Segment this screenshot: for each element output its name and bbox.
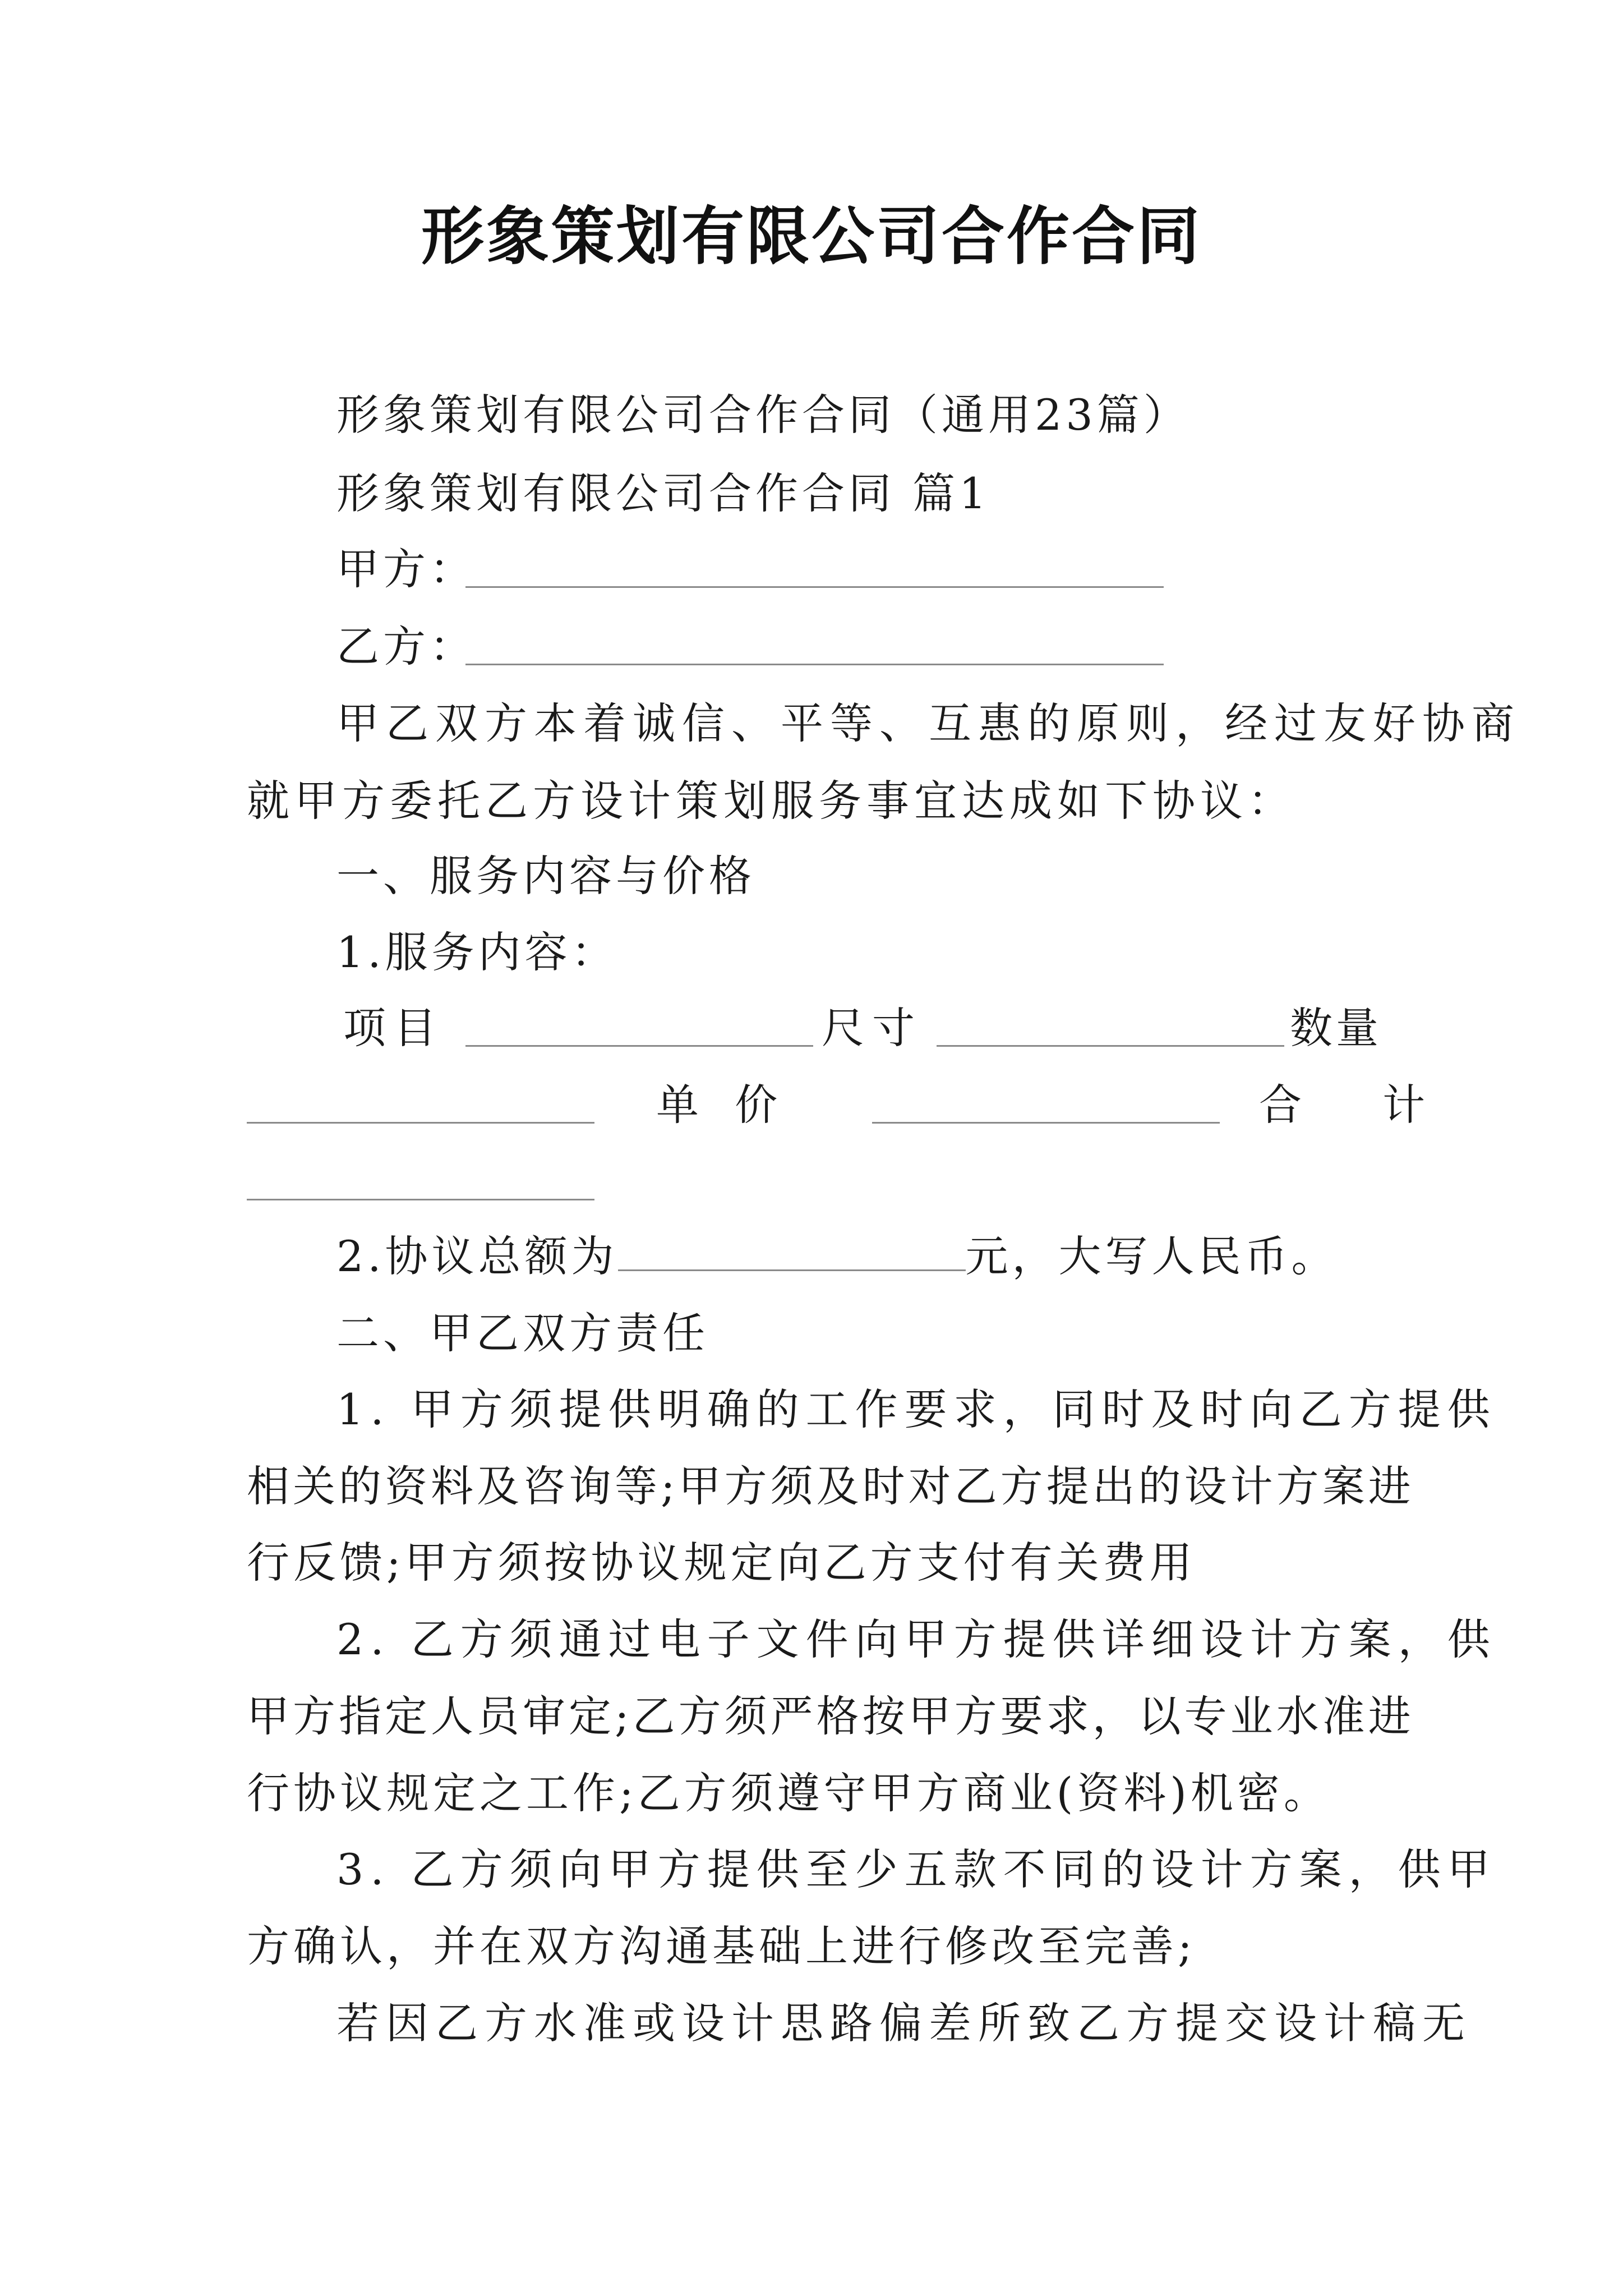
- clause-3-line-2: 方确认，并在双方沟通基础上进行修改至完善;: [247, 1921, 1196, 1971]
- service-content-label: 1.服务内容：: [336, 927, 618, 977]
- quantity-blank: [247, 1122, 594, 1124]
- clause-continuation-line-1: 若因乙方水准或设计思路偏差所致乙方提交设计稿无: [336, 1998, 1472, 2048]
- size-blank: [937, 1045, 1284, 1047]
- intro-paragraph-line-2: 就甲方委托乙方设计策划服务事宜达成如下协议：: [247, 776, 1295, 826]
- agreement-total-prefix: 2.协议总额为: [336, 1231, 618, 1281]
- party-a-label: 甲方：: [336, 544, 476, 594]
- party-b-blank: [465, 664, 1164, 665]
- field-unit-price-label: 单 价: [656, 1080, 789, 1130]
- field-quantity-label: 数量: [1290, 1003, 1382, 1053]
- clause-2-line-1: 2. 乙方须通过电子文件向甲方提供详细设计方案，供: [336, 1614, 1497, 1664]
- party-a-blank: [465, 586, 1164, 588]
- clause-2-line-2: 甲方指定人员审定;乙方须严格按甲方要求，以专业水准进: [247, 1691, 1414, 1741]
- agreement-total-suffix: 元，大写人民币。: [965, 1231, 1338, 1281]
- total-blank: [247, 1199, 594, 1200]
- clause-1-line-1: 1. 甲方须提供明确的工作要求，同时及时向乙方提供: [336, 1384, 1497, 1434]
- clause-1-line-3: 行反馈;甲方须按协议规定向乙方支付有关费用: [247, 1538, 1196, 1588]
- agreement-total-blank: [618, 1235, 966, 1271]
- clause-1-line-2: 相关的资料及咨询等;甲方须及时对乙方提出的设计方案进: [247, 1461, 1414, 1511]
- party-b-label: 乙方：: [336, 622, 476, 671]
- clause-2-line-3: 行协议规定之工作;乙方须遵守甲方商业(资料)机密。: [247, 1768, 1330, 1818]
- agreement-total-line: [336, 1228, 1338, 1285]
- field-total-label: 合 计: [1259, 1080, 1459, 1130]
- unit-price-blank: [872, 1122, 1220, 1124]
- field-item-label: 项目: [343, 1003, 444, 1053]
- field-size-label: 尺寸: [822, 1003, 923, 1053]
- item-blank: [465, 1045, 813, 1047]
- section-1-heading: 一、服务内容与价格: [336, 851, 755, 901]
- section-2-heading: 二、甲乙双方责任: [336, 1308, 709, 1358]
- document-subtitle: 形象策划有限公司合作合同（通用23篇）: [336, 390, 1190, 440]
- clause-3-line-1: 3. 乙方须向甲方提供至少五款不同的设计方案，供甲: [336, 1844, 1497, 1894]
- article-heading: 形象策划有限公司合作合同 篇1: [336, 468, 990, 518]
- document-title: 形象策划有限公司合作合同: [421, 200, 1202, 273]
- intro-paragraph-line-1: 甲乙双方本着诚信、平等、互惠的原则，经过友好协商: [336, 698, 1521, 748]
